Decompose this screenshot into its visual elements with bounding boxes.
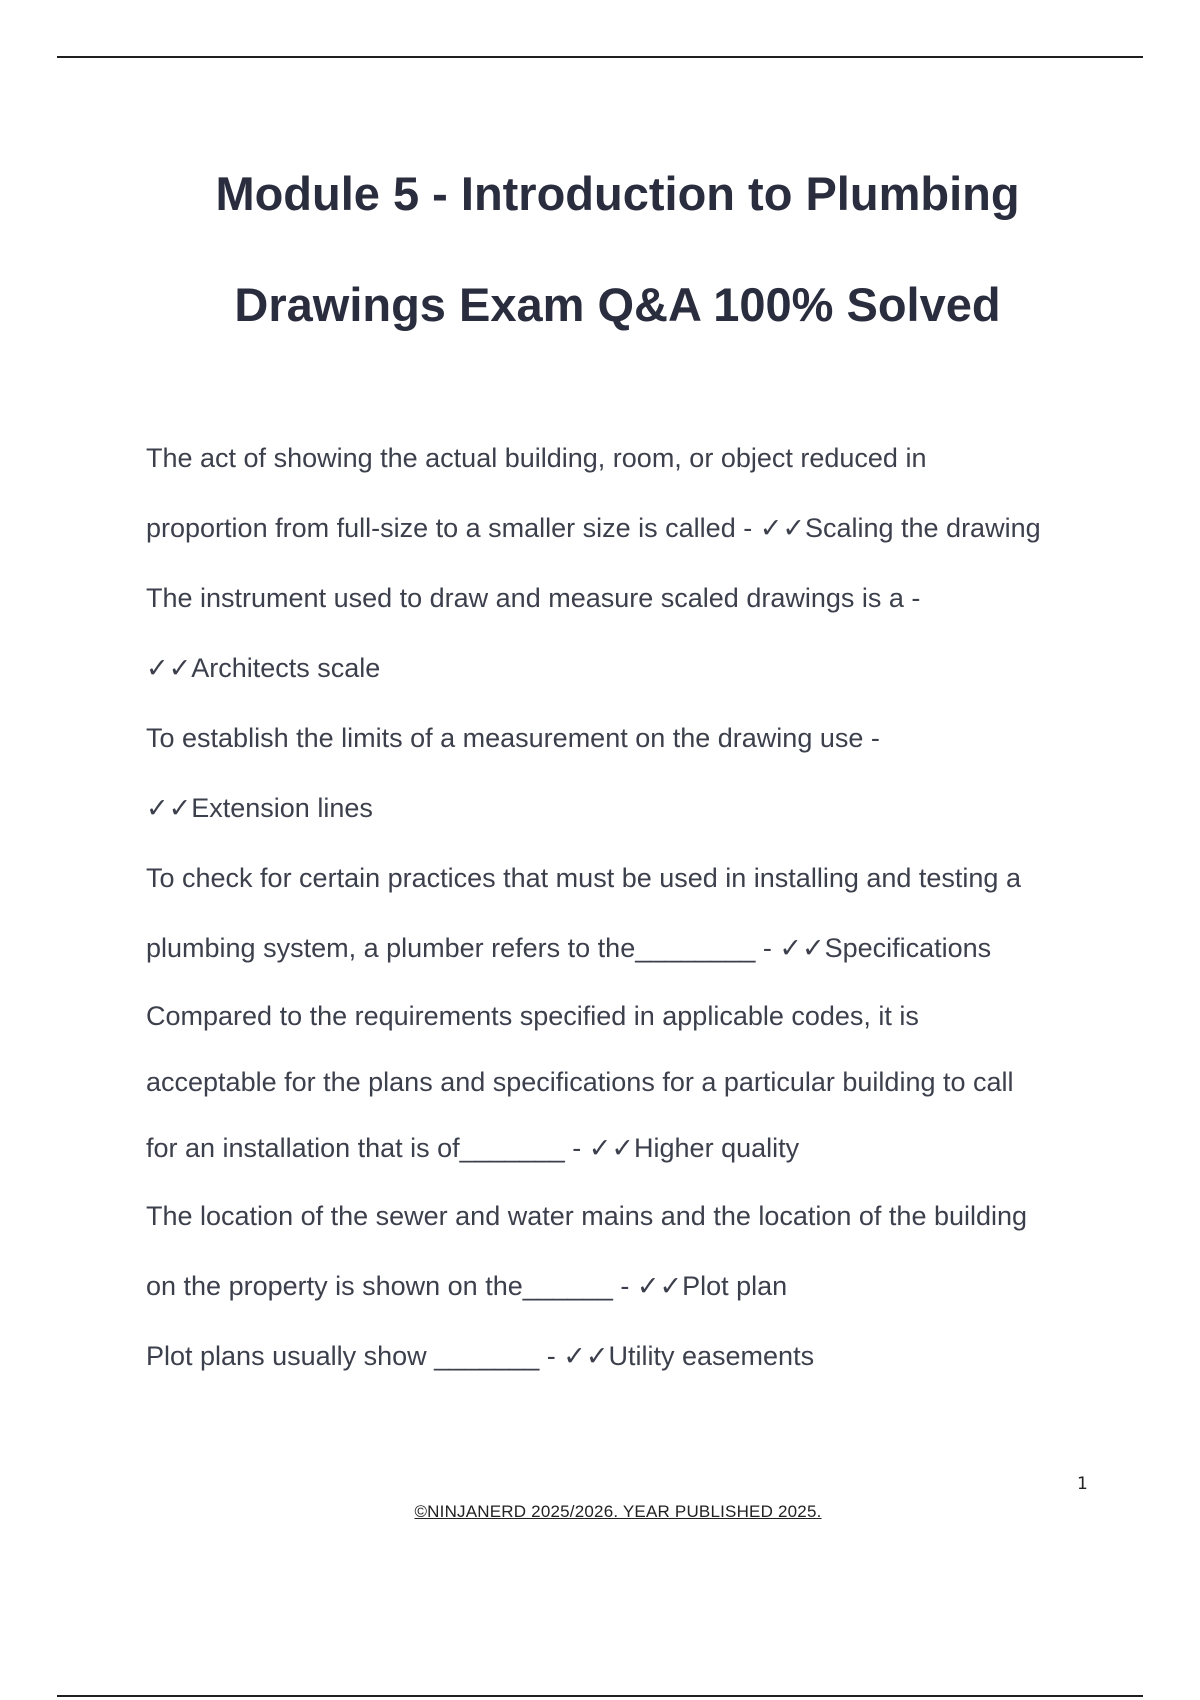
qa-item-plot-plan	[146, 1181, 1146, 1321]
qa-line: The act of showing the actual building, room, or object reduced in	[146, 443, 927, 473]
qa-item-higher-quality	[146, 983, 1146, 1181]
qa-item-extension-lines	[146, 703, 1146, 843]
qa-line: The instrument used to draw and measure scaled drawings is a -	[146, 583, 921, 613]
qa-line: Compared to the requirements specified in applicable codes, it is	[146, 1001, 919, 1031]
copyright-footer: ©NINJANERD 2025/2026. YEAR PUBLISHED 2025.	[414, 1502, 822, 1521]
qa-line: acceptable for the plans and specifications for a particular building to call	[146, 1067, 1014, 1097]
qa-line: Plot plans usually show _______ - ✓✓Utility easements	[146, 1341, 815, 1371]
qa-line: plumbing system, a plumber refers to the________ - ✓✓Specifications	[146, 933, 992, 963]
qa-line: The location of the sewer and water mains and the location of the building	[146, 1201, 1028, 1231]
title-line-2: Drawings Exam Q&A 100% Solved	[234, 278, 1001, 331]
qa-list	[146, 423, 1146, 1391]
document-title	[120, 138, 1115, 360]
qa-line: for an installation that is of_______ - ✓✓Higher quality	[146, 1133, 800, 1163]
qa-item-architects-scale	[146, 563, 1146, 703]
qa-item-scaling	[146, 423, 1146, 563]
qa-line: To establish the limits of a measurement on the drawing use -	[146, 723, 880, 753]
qa-line: ✓✓Extension lines	[146, 793, 373, 823]
page-number: 1	[1077, 1474, 1088, 1494]
top-rule	[57, 56, 1143, 58]
qa-item-specifications	[146, 843, 1146, 983]
qa-line: proportion from full-size to a smaller size is called - ✓✓Scaling the drawing	[146, 513, 1041, 543]
qa-item-utility-easements	[146, 1321, 1146, 1391]
qa-line: To check for certain practices that must be used in installing and testing a	[146, 863, 1021, 893]
qa-line: ✓✓Architects scale	[146, 653, 381, 683]
title-line-1: Module 5 - Introduction to Plumbing	[215, 167, 1020, 220]
bottom-rule	[57, 1695, 1143, 1697]
qa-line: on the property is shown on the______ - ✓✓Plot plan	[146, 1271, 788, 1301]
